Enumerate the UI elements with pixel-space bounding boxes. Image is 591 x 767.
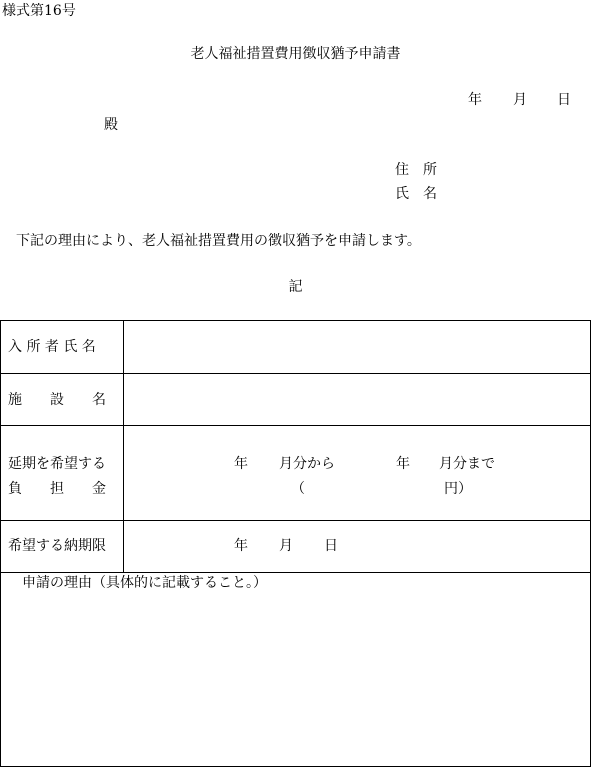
intro-text: 下記の理由により、老人福祉措置費用の徴収猶予を申請します。	[16, 233, 421, 249]
resident-name-field[interactable]	[124, 321, 590, 373]
reason-field[interactable]	[1, 595, 590, 765]
deferral-label-line1: 延期を希望する	[8, 456, 106, 472]
deferral-label-line2: 負 担 金	[8, 481, 106, 497]
facility-name-label: 施 設 名	[8, 392, 106, 408]
facility-name-field[interactable]	[124, 374, 590, 425]
ki-heading: 記	[288, 279, 303, 295]
deferral-period-field[interactable]	[124, 426, 590, 520]
payment-deadline-field[interactable]	[124, 521, 590, 572]
deadline-month: 月	[279, 538, 293, 554]
period-to-month: 月分まで	[439, 456, 495, 472]
header-date-year: 年	[468, 92, 482, 108]
applicant-name-label: 氏 名	[395, 186, 437, 202]
deadline-day: 日	[324, 538, 338, 554]
period-to-year: 年	[396, 456, 410, 472]
document-title: 老人福祉措置費用徴収猶予申請書	[190, 46, 401, 62]
reason-label: 申請の理由（具体的に記載すること。）	[22, 575, 267, 591]
amount-open-paren: （	[291, 481, 305, 497]
deadline-year: 年	[234, 538, 248, 554]
application-table	[0, 320, 591, 767]
addressee-suffix: 殿	[104, 117, 118, 133]
form-number: 様式第16号	[2, 3, 76, 19]
amount-unit: 円）	[444, 481, 472, 497]
payment-deadline-label: 希望する納期限	[8, 538, 106, 554]
period-from-year: 年	[234, 456, 248, 472]
resident-name-label: 入 所 者 氏 名	[8, 339, 96, 355]
header-date-day: 日	[557, 92, 571, 108]
table-row-divider	[0, 572, 591, 573]
period-from-month: 月分から	[279, 456, 335, 472]
applicant-address-label: 住 所	[395, 162, 437, 178]
header-date-month: 月	[513, 92, 527, 108]
